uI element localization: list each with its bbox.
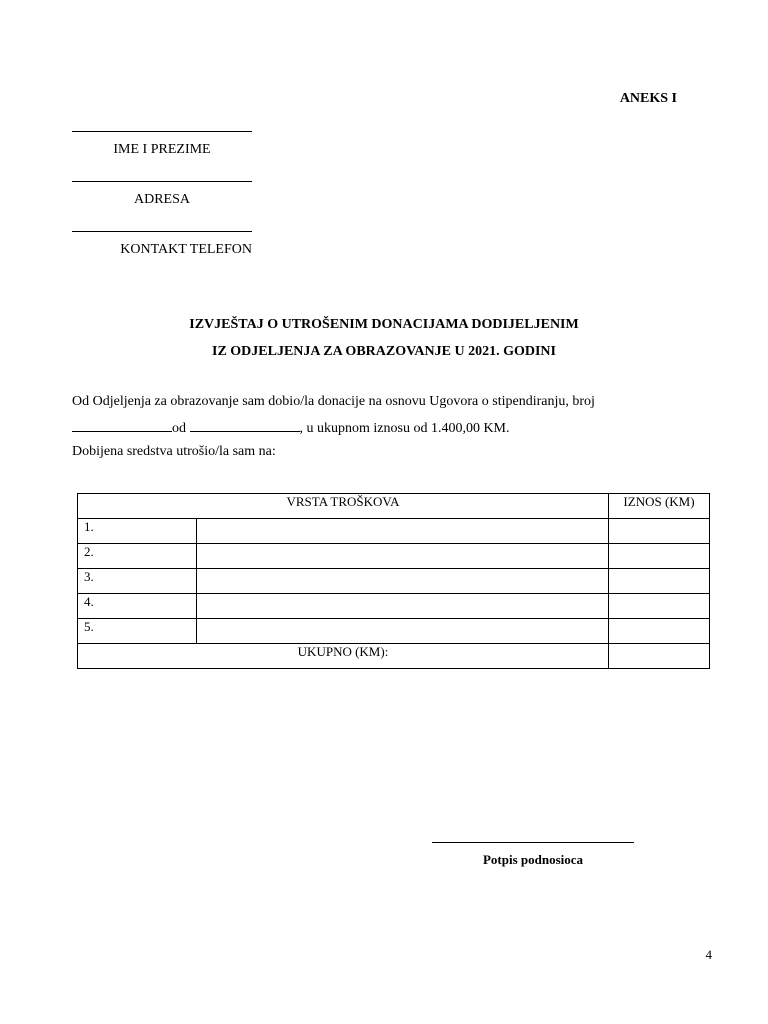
table-row xyxy=(78,519,710,544)
report-title-line-1: IZVJEŠTAJ O UTROŠENIM DONACIJAMA DODIJELJENIM xyxy=(189,317,579,332)
row-number: 2. xyxy=(78,544,197,569)
cost-type-cell[interactable] xyxy=(197,569,609,594)
annex-label: ANEKS I xyxy=(619,91,677,106)
table-row xyxy=(78,619,710,644)
table-header-row xyxy=(78,494,710,519)
header-cost-type: VRSTA TROŠKOVA xyxy=(78,494,609,519)
row-number: 5. xyxy=(78,619,197,644)
cost-type-cell[interactable] xyxy=(197,519,609,544)
row-number: 1. xyxy=(78,519,197,544)
header-amount: IZNOS (KM) xyxy=(609,494,710,519)
address-field-label: ADRESA xyxy=(133,192,190,207)
name-input-line[interactable] xyxy=(72,131,252,132)
amount-text: , u ukupnom iznosu od 1.400,00 KM. xyxy=(299,421,510,436)
contract-date-blank[interactable] xyxy=(190,419,300,432)
amount-cell[interactable] xyxy=(609,544,710,569)
table-row xyxy=(78,544,710,569)
phone-field-label: KONTAKT TELEFON xyxy=(120,242,252,257)
body-paragraph-line-1: Od Odjeljenja za obrazovanje sam dobio/la donacije na osnovu Ugovora o stipendiranju, broj xyxy=(72,394,595,409)
cost-type-cell[interactable] xyxy=(197,619,609,644)
contract-number-blank[interactable] xyxy=(72,419,172,432)
address-input-line[interactable] xyxy=(72,181,252,182)
amount-cell[interactable] xyxy=(609,594,710,619)
page-number: 4 xyxy=(705,947,712,962)
name-field-label: IME I PREZIME xyxy=(113,142,211,157)
cost-type-cell[interactable] xyxy=(197,544,609,569)
report-title-line-2: IZ ODJELJENJA ZA OBRAZOVANJE U 2021. GODINI xyxy=(212,344,556,359)
row-number: 3. xyxy=(78,569,197,594)
body-paragraph-line-2 xyxy=(72,419,510,437)
costs-table xyxy=(77,493,710,669)
cost-type-cell[interactable] xyxy=(197,594,609,619)
amount-cell[interactable] xyxy=(609,519,710,544)
table-row xyxy=(78,569,710,594)
body-paragraph-line-3: Dobijena sredstva utrošio/la sam na: xyxy=(72,444,276,459)
od-text: od xyxy=(172,421,186,436)
amount-cell[interactable] xyxy=(609,569,710,594)
signature-line[interactable] xyxy=(432,842,634,843)
total-amount-cell[interactable] xyxy=(609,644,710,669)
total-row xyxy=(78,644,710,669)
table-row xyxy=(78,594,710,619)
phone-input-line[interactable] xyxy=(72,231,252,232)
row-number: 4. xyxy=(78,594,197,619)
amount-cell[interactable] xyxy=(609,619,710,644)
signature-label: Potpis podnosioca xyxy=(482,852,584,867)
total-label: UKUPNO (KM): xyxy=(78,644,609,669)
